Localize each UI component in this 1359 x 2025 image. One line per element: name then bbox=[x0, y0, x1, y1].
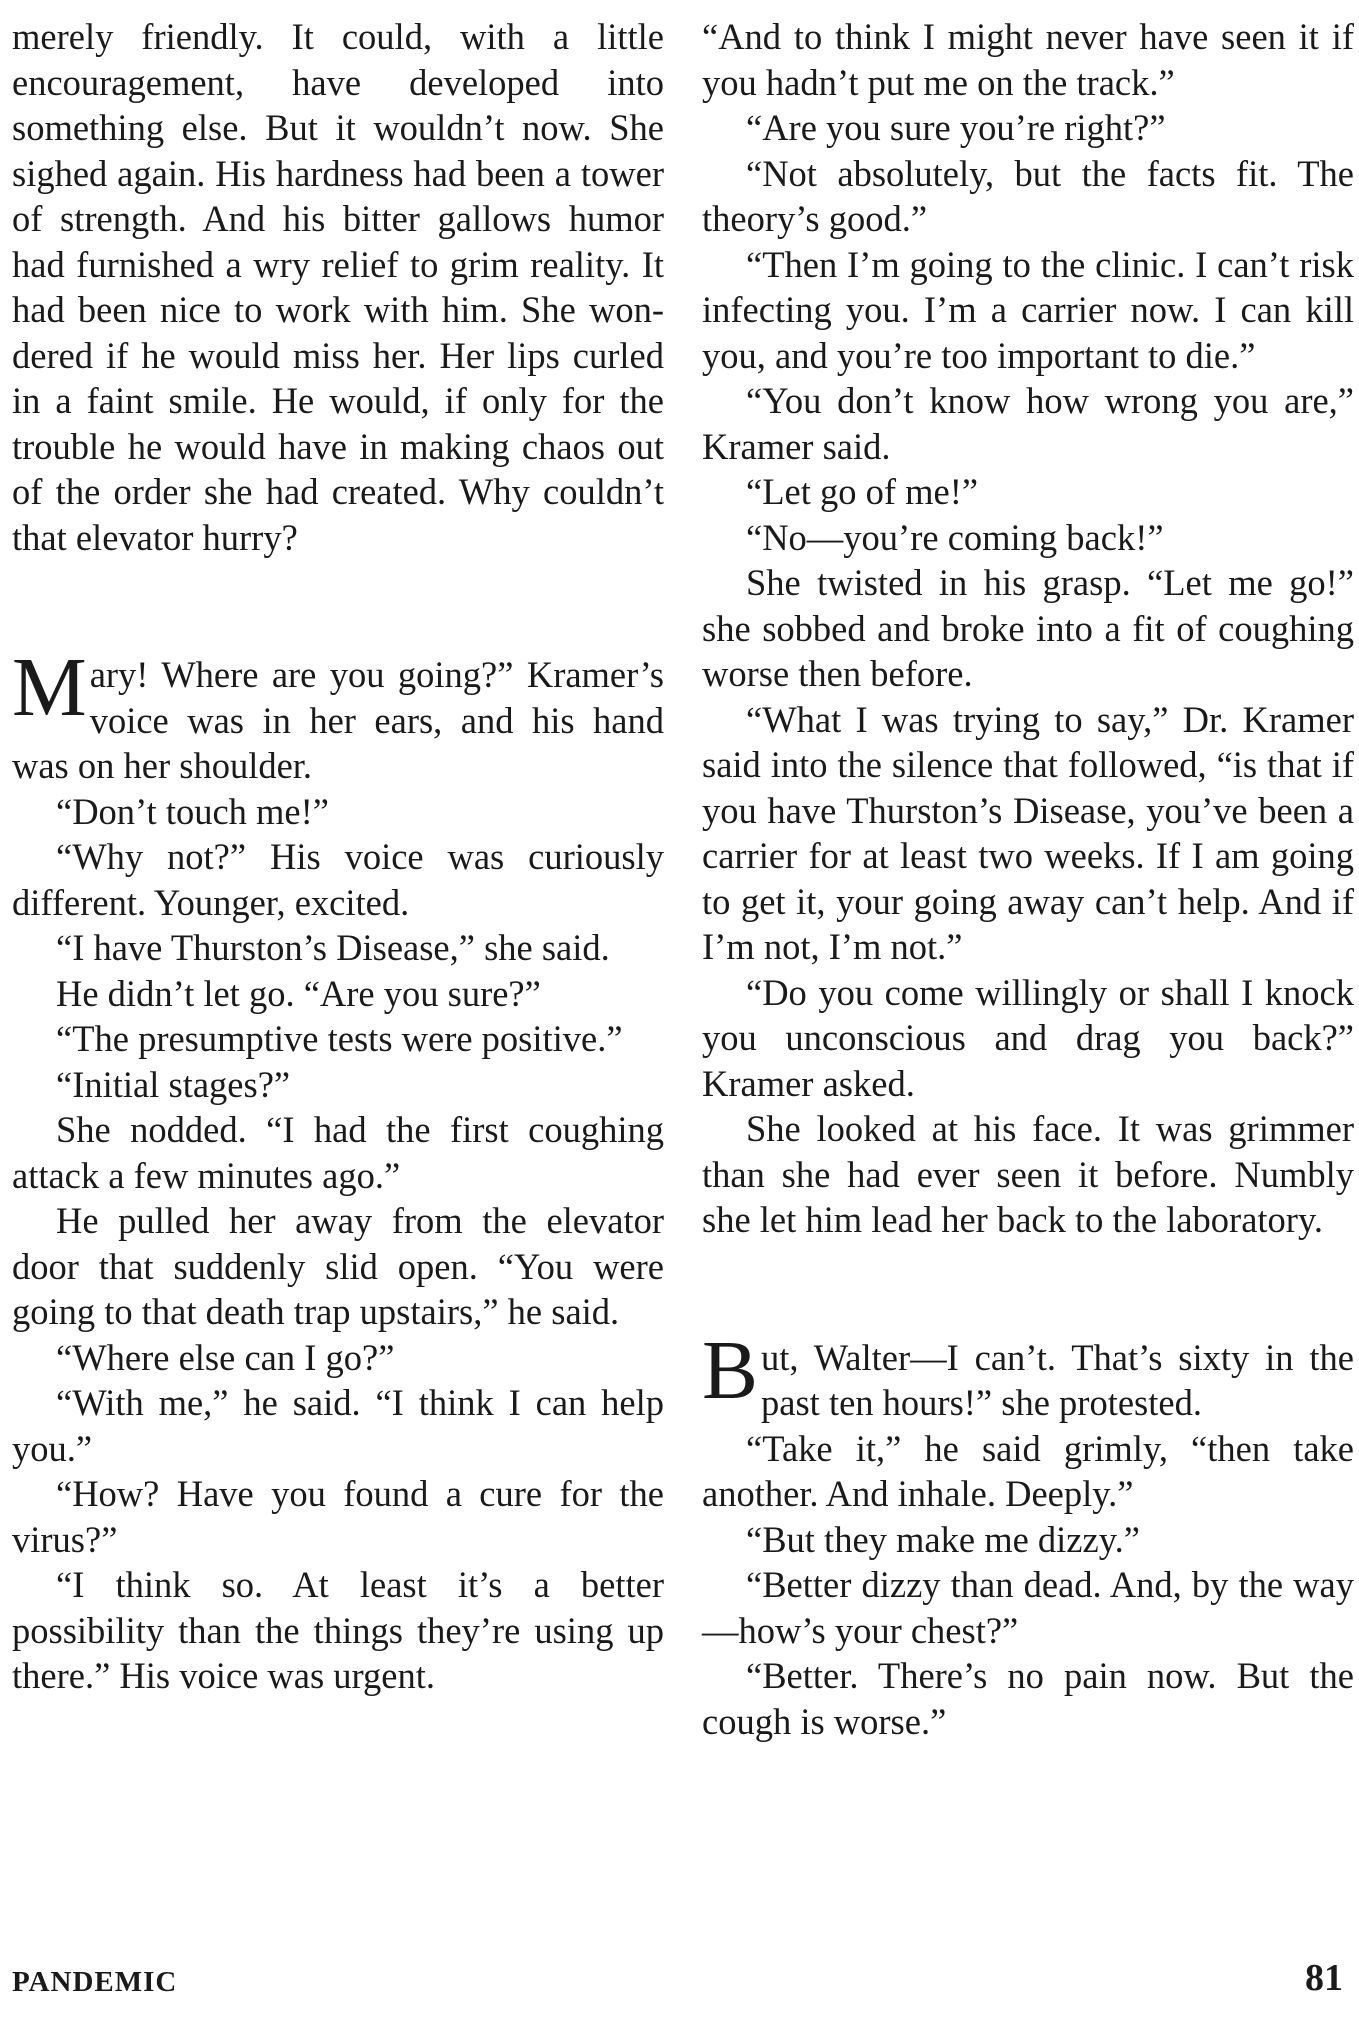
paragraph: “What I was trying to say,” Dr. Kramer said into the silence that followed, “is that if you have Thurston’s Disease, you’ve been a carrier for at least two weeks. If I am going to get it, your going away can’t help. And if I’m not, I’m not.” bbox=[702, 698, 1354, 967]
paragraph: “With me,” he said. “I think I can help you.” bbox=[12, 1382, 664, 1469]
paragraph: “But they make me dizzy.” bbox=[746, 1518, 1140, 1560]
paragraph: “Not absolutely, but the facts fit. The theory’s good.” bbox=[702, 152, 1354, 239]
paragraph: “Why not?” His voice was curiously different. Younger, excited. bbox=[12, 836, 664, 923]
paragraph: merely friendly. It could, with a little encouragement, have developed into something else. But it wouldn’t now. She sighed again. His hardness had been a tower of strength. And his bitter gallows humor had furnished a wry relief to grim reality. It had been nice to work with him. She wondered if he would miss her. Her lips curled in a faint smile. He would, if only for the trouble he would have in making chaos out of the order she had created. Why couldn’t that elevator hurry? bbox=[12, 16, 664, 558]
paragraph: “You don’t know how wrong you are,” Kramer said. bbox=[702, 380, 1354, 467]
drop-cap: B bbox=[702, 1323, 759, 1417]
paragraph-text: ary! Where are you going?” Kramer’s voice was in her ears, and his hand was on her shoulder. bbox=[12, 654, 664, 786]
paragraph: He didn’t let go. “Are you sure?” bbox=[56, 972, 541, 1014]
paragraph: “And to think I might never have seen it if you hadn’t put me on the track.” bbox=[702, 16, 1354, 103]
drop-cap: M bbox=[12, 641, 87, 734]
paragraph: “Where else can I go?” bbox=[56, 1336, 395, 1378]
paragraph: “Let go of me!” bbox=[746, 471, 979, 512]
paragraph: He pulled her away from the elevator door that suddenly slid open. “You were going to that death trap upstairs,” he said. bbox=[12, 1200, 664, 1332]
paragraph: “I have Thurston’s Disease,” she said. bbox=[56, 927, 610, 968]
paragraph: “Initial stages?” bbox=[56, 1063, 291, 1105]
paragraph: “Take it,” he said grimly, “then take another. And inhale. Deeply.” bbox=[702, 1427, 1354, 1514]
paragraph: “Do you come willingly or shall I knock you unconscious and drag you back?” Kramer asked. bbox=[702, 971, 1354, 1104]
page-number: 81 bbox=[1305, 1957, 1343, 1999]
paragraph: “Are you sure you’re right?” bbox=[746, 107, 1166, 148]
right-text-column bbox=[702, 14, 1354, 1744]
paragraph: “No—you’re coming back!” bbox=[746, 516, 1164, 558]
paragraph: “The presumptive tests were positive.” bbox=[56, 1018, 623, 1059]
paragraph: She nodded. “I had the first coughing attack a few minutes ago.” bbox=[12, 1109, 664, 1196]
left-text-column bbox=[12, 14, 664, 1699]
running-title: PANDEMIC bbox=[12, 1966, 178, 1998]
paragraph: “I think so. At least it’s a better possibility than the things they’re using up there.” His voice was urgent. bbox=[12, 1564, 664, 1696]
section-start-paragraph bbox=[702, 1323, 1354, 1426]
paragraph: She looked at his face. It was grimmer than she had ever seen it before. Numbly she let him lead her back to the laboratory. bbox=[702, 1108, 1354, 1240]
paragraph: She twisted in his grasp. “Let me go!” she sobbed and broke into a fit of coughing worse then before. bbox=[702, 562, 1354, 694]
paragraph-text: ut, Walter—I can’t. That’s sixty in the past ten hours!” she protested. bbox=[761, 1336, 1354, 1423]
paragraph: “Better dizzy than dead. And, by the way—how’s your chest?” bbox=[702, 1564, 1354, 1651]
paragraph: “Then I’m going to the clinic. I can’t risk infecting you. I’m a carrier now. I can kill you, and you’re too important to die.” bbox=[702, 243, 1354, 376]
paragraph: “Don’t touch me!” bbox=[56, 790, 329, 832]
section-start-paragraph bbox=[12, 641, 664, 789]
paragraph: “Better. There’s no pain now. But the cough is worse.” bbox=[702, 1655, 1354, 1742]
paragraph: “How? Have you found a cure for the virus?” bbox=[12, 1473, 664, 1560]
